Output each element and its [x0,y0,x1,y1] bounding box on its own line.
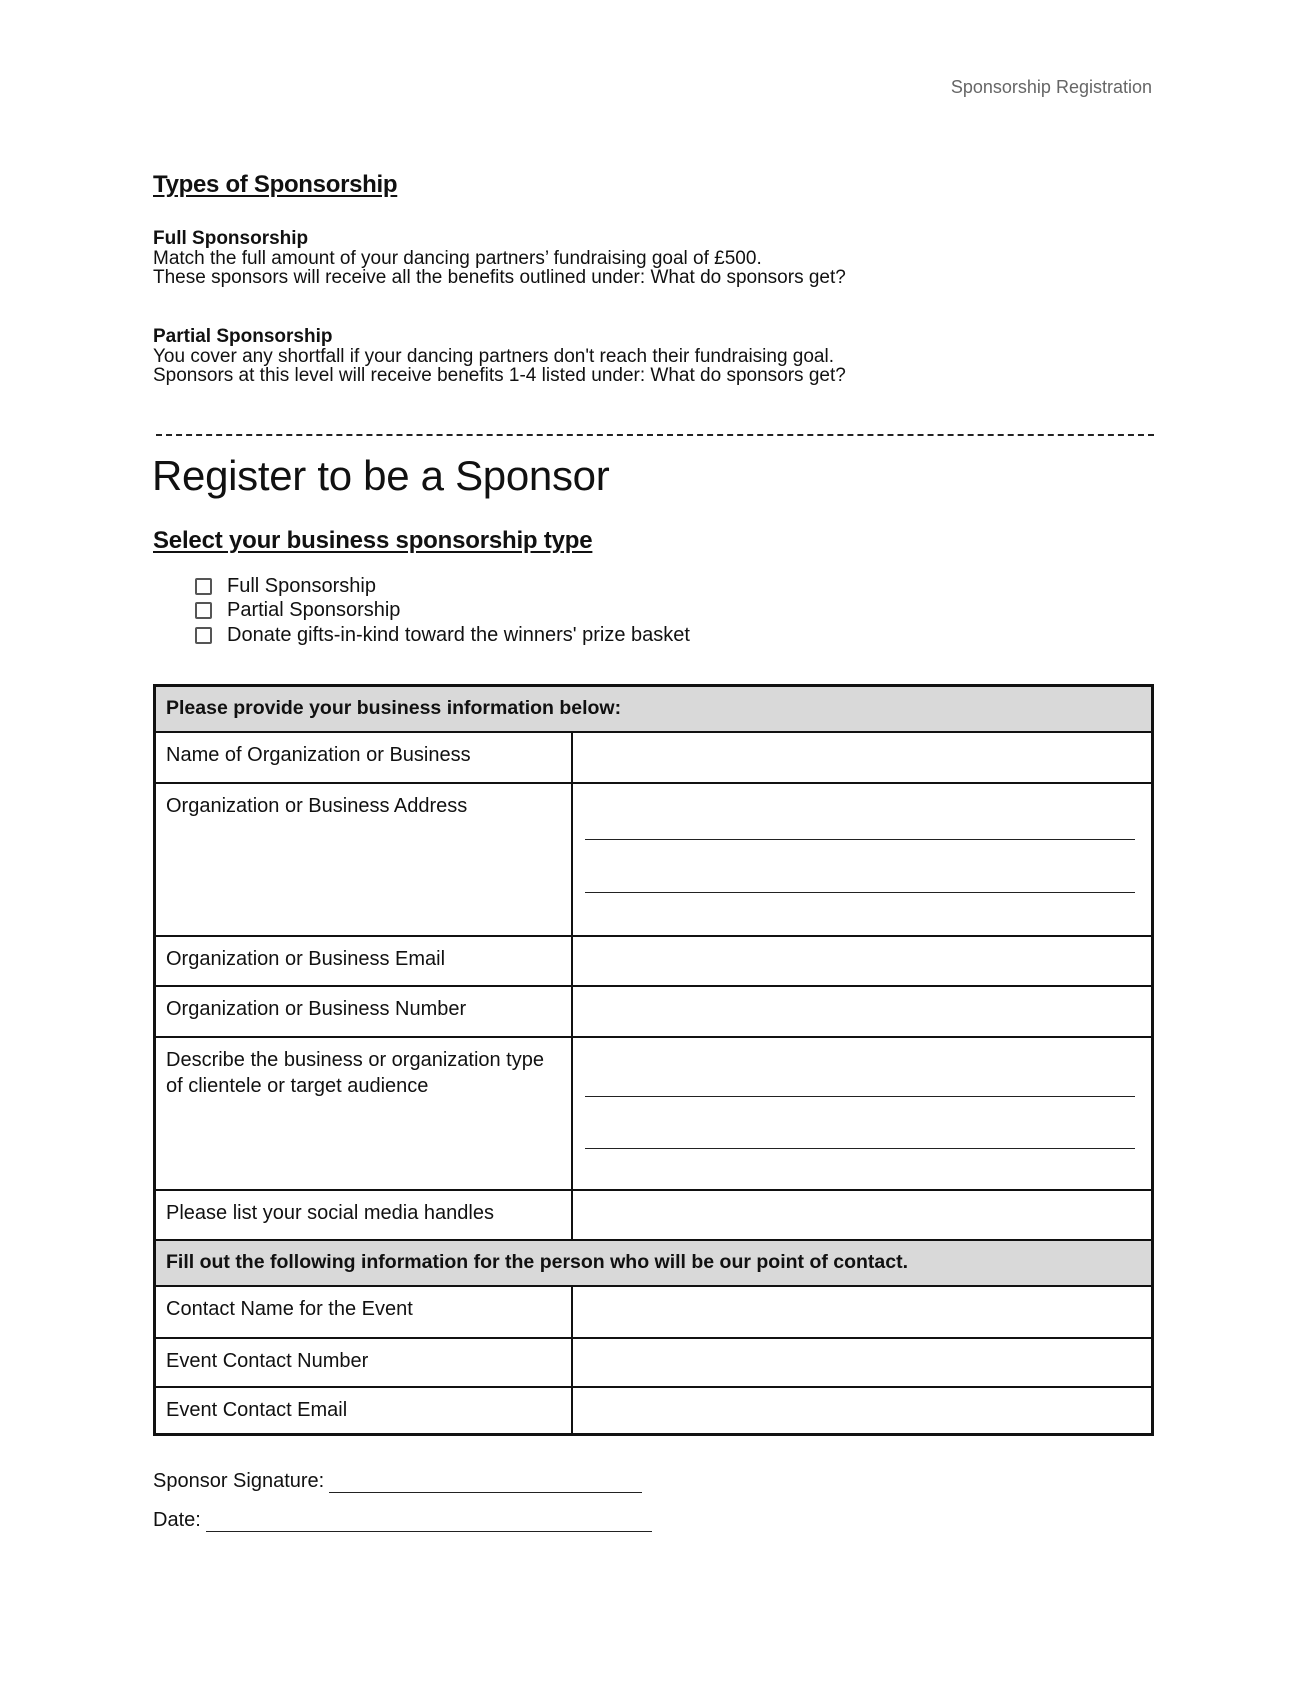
contact-section-header [155,1240,1153,1286]
table-row [155,936,1153,986]
table-row [155,986,1153,1037]
partial-sponsorship-description [153,327,846,386]
option-label: Partial Sponsorship [227,599,401,622]
option-label: Donate gifts-in-kind toward the winners' prize basket [227,623,690,646]
field-label: Describe the business or organization type of clientele or target audience [155,1037,573,1190]
sponsorship-type-options [195,574,690,648]
field-label: Event Contact Email [155,1387,573,1435]
option-gifts-in-kind[interactable] [195,623,690,648]
field-label: Name of Organization or Business [155,732,573,783]
table-row [155,1190,1153,1240]
date-row [153,1509,652,1532]
business-section-header [155,686,1153,732]
option-label: Full Sponsorship [227,574,376,597]
business-name-field[interactable] [572,732,1153,783]
register-title: Register to be a Sponsor [152,452,610,499]
table-row [155,1387,1153,1435]
type-line: Match the full amount of your dancing partners’ fundraising goal of £500. [153,247,762,269]
field-label: Contact Name for the Event [155,1286,573,1338]
fill-line [585,1096,1135,1097]
checkbox-icon[interactable] [195,578,212,595]
business-info-table [153,684,1154,1436]
type-name: Full Sponsorship [153,228,309,249]
sponsor-signature-row [153,1470,642,1493]
section-header-text: Please provide your business information below: [155,686,1153,732]
checkbox-icon[interactable] [195,627,212,644]
option-full-sponsorship[interactable] [195,574,690,599]
types-of-sponsorship-heading: Types of Sponsorship [153,171,398,198]
fill-line [585,892,1135,893]
table-row [155,1286,1153,1338]
running-header: Sponsorship Registration [950,77,1152,97]
section-header-text: Fill out the following information for the person who will be our point of contact. [155,1240,1153,1286]
contact-name-field[interactable] [572,1286,1153,1338]
field-label: Please list your social media handles [155,1190,573,1240]
table-row [155,1338,1153,1387]
type-name: Partial Sponsorship [153,326,333,347]
business-address-field[interactable] [572,783,1153,936]
signature-label: Sponsor Signature: [153,1470,325,1492]
type-line: Sponsors at this level will receive benefits 1-4 listed under: What do sponsors get? [153,365,846,386]
table-row [155,783,1153,936]
table-row [155,1037,1153,1190]
contact-email-field[interactable] [572,1387,1153,1435]
type-line: You cover any shortfall if your dancing partners don't reach their fundraising goal. [153,345,834,367]
audience-description-field[interactable] [572,1037,1153,1190]
option-partial-sponsorship[interactable] [195,599,690,624]
business-number-field[interactable] [572,986,1153,1037]
table-row [155,732,1153,783]
cut-line-divider [156,434,1154,436]
sponsorship-type-heading: Select your business sponsorship type [153,527,593,554]
field-label: Organization or Business Email [155,936,573,986]
field-label: Event Contact Number [155,1338,573,1387]
contact-number-field[interactable] [572,1338,1153,1387]
fill-line [585,1148,1135,1149]
date-label: Date: [153,1509,201,1531]
field-label: Organization or Business Number [155,986,573,1037]
full-sponsorship-description [153,229,846,288]
type-line: These sponsors will receive all the benefits outlined under: What do sponsors get? [153,267,846,288]
fill-line [585,839,1135,840]
checkbox-icon[interactable] [195,602,212,619]
signature-field[interactable] [329,1472,642,1493]
date-field[interactable] [206,1511,652,1532]
social-media-field[interactable] [572,1190,1153,1240]
business-email-field[interactable] [572,936,1153,986]
field-label: Organization or Business Address [155,783,573,936]
